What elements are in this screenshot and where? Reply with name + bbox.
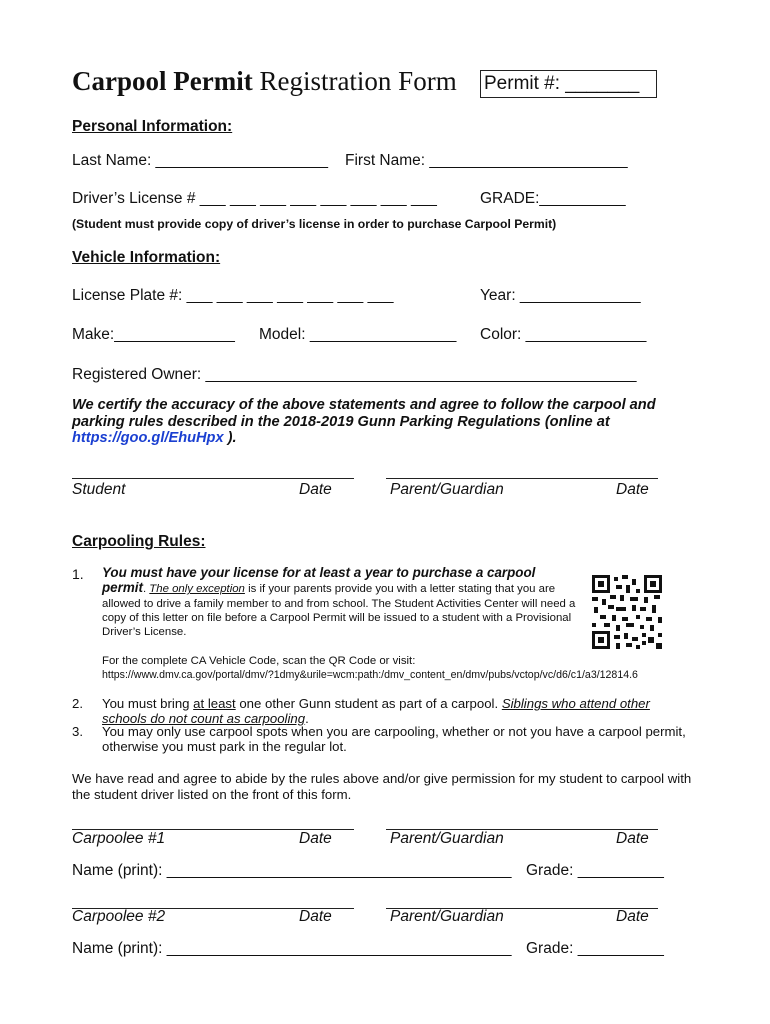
rule-1-exception: The only exception — [149, 583, 245, 596]
student-signature-line[interactable] — [72, 478, 354, 479]
last-name-field[interactable]: Last Name: ____________________ — [72, 152, 328, 169]
carpoolee-2-grade-field[interactable]: Grade: __________ — [526, 940, 664, 957]
student-date-label: Date — [299, 481, 332, 498]
carpoolee-2-name-field[interactable]: Name (print): ________________________________________ — [72, 940, 512, 957]
permit-number-label: Permit #: _______ — [484, 73, 640, 94]
rule-2-number: 2. — [72, 696, 83, 711]
certification-statement — [72, 397, 692, 447]
carpoolee-2-parent-label: Parent/Guardian — [390, 908, 504, 925]
title-bold: Carpool Permit — [72, 66, 253, 96]
carpoolee-1-parent-date-label: Date — [616, 830, 649, 847]
certify-text: We certify the accuracy of the above statements and agree to follow the carpool and parking rules described in the 2018-2019 Gunn Parking Regulations (online at — [72, 397, 656, 430]
carpoolee-2-parent-date-label: Date — [616, 908, 649, 925]
rule-2-b: one other Gunn student as part of a carpool. — [235, 696, 502, 711]
agreement-text: We have read and agree to abide by the rules above and/or give permission for my student to carpool with the student driver listed on the front of this form. — [72, 771, 692, 802]
rule-2-end: . — [305, 711, 309, 726]
rule-2-siblings: Siblings who attend other schools do not count as carpooling — [102, 696, 650, 726]
vehicle-code-url[interactable]: https://www.dmv.ca.gov/portal/dmv/?1dmy&urile=wcm:path:/dmv_content_en/dmv/pubs/vctop/vc/d6/c1/a3/12814.6 — [102, 669, 638, 681]
registered-owner-field[interactable]: Registered Owner: __________________________________________________ — [72, 366, 637, 383]
year-field[interactable]: Year: ______________ — [480, 287, 641, 304]
rule-1-number: 1. — [72, 566, 84, 582]
rule-2-underline: at least — [193, 696, 236, 711]
parent-label: Parent/Guardian — [390, 481, 504, 498]
carpoolee-1-grade-field[interactable]: Grade: __________ — [526, 862, 664, 879]
vehicle-code-text: For the complete CA Vehicle Code, scan the QR Code or visit: — [102, 655, 416, 667]
parent-date-label: Date — [616, 481, 649, 498]
first-name-field[interactable]: First Name: _______________________ — [345, 152, 628, 169]
carpoolee-1-label: Carpoolee #1 — [72, 830, 166, 847]
rule-2-a: You must bring — [102, 696, 194, 711]
rule-2-text — [102, 696, 692, 726]
carpoolee-1-name-field[interactable]: Name (print): ________________________________________ — [72, 862, 512, 879]
model-field[interactable]: Model: _________________ — [259, 326, 457, 343]
rule-1-dot: . — [142, 583, 150, 596]
title-rest: Registration Form — [252, 66, 457, 96]
qr-code-icon[interactable] — [592, 575, 662, 649]
carpoolee-2-date-label: Date — [299, 908, 332, 925]
certify-end: ). — [223, 430, 237, 446]
rule-3-number: 3. — [72, 724, 83, 739]
rule-3-text: You may only use carpool spots when you are carpooling, whether or not you have a carpool permit, otherwise you must park in the regular lot. — [102, 724, 686, 754]
color-field[interactable]: Color: ______________ — [480, 326, 647, 343]
parent-signature-line[interactable] — [386, 478, 658, 479]
carpoolee-2-label: Carpoolee #2 — [72, 908, 166, 925]
grade-field[interactable]: GRADE:__________ — [480, 190, 626, 207]
carpoolee-1-parent-label: Parent/Guardian — [390, 830, 504, 847]
carpoolee-1-date-label: Date — [299, 830, 332, 847]
rule-1-text — [102, 566, 577, 639]
regulations-link[interactable]: https://goo.gl/EhuHpx — [72, 430, 224, 446]
permit-number-box — [480, 70, 657, 98]
form-title — [72, 66, 457, 97]
license-note: (Student must provide copy of driver’s license in order to purchase Carpool Permit) — [72, 217, 557, 231]
vehicle-info-heading: Vehicle Information: — [72, 249, 221, 266]
student-label: Student — [72, 481, 126, 498]
rule-1-bold: You must have your license for at least a year to purchase a carpool permit — [102, 565, 536, 596]
carpooling-rules-heading: Carpooling Rules: — [72, 533, 206, 550]
license-plate-field[interactable]: License Plate #: ___ ___ ___ ___ ___ ___ ___ — [72, 287, 394, 304]
drivers-license-field[interactable]: Driver’s License # ___ ___ ___ ___ ___ ___ ___ ___ — [72, 190, 437, 207]
personal-info-heading: Personal Information: — [72, 118, 233, 135]
make-field[interactable]: Make:______________ — [72, 326, 235, 343]
rule-1-rest: is if your parents provide you with a letter stating that you are allowed to drive a family member to and from school. The Student Activities Center will need a copy of this letter on file before a Carpool Permit will be issued to a student with a Provisional Driver’s License. — [102, 583, 576, 639]
